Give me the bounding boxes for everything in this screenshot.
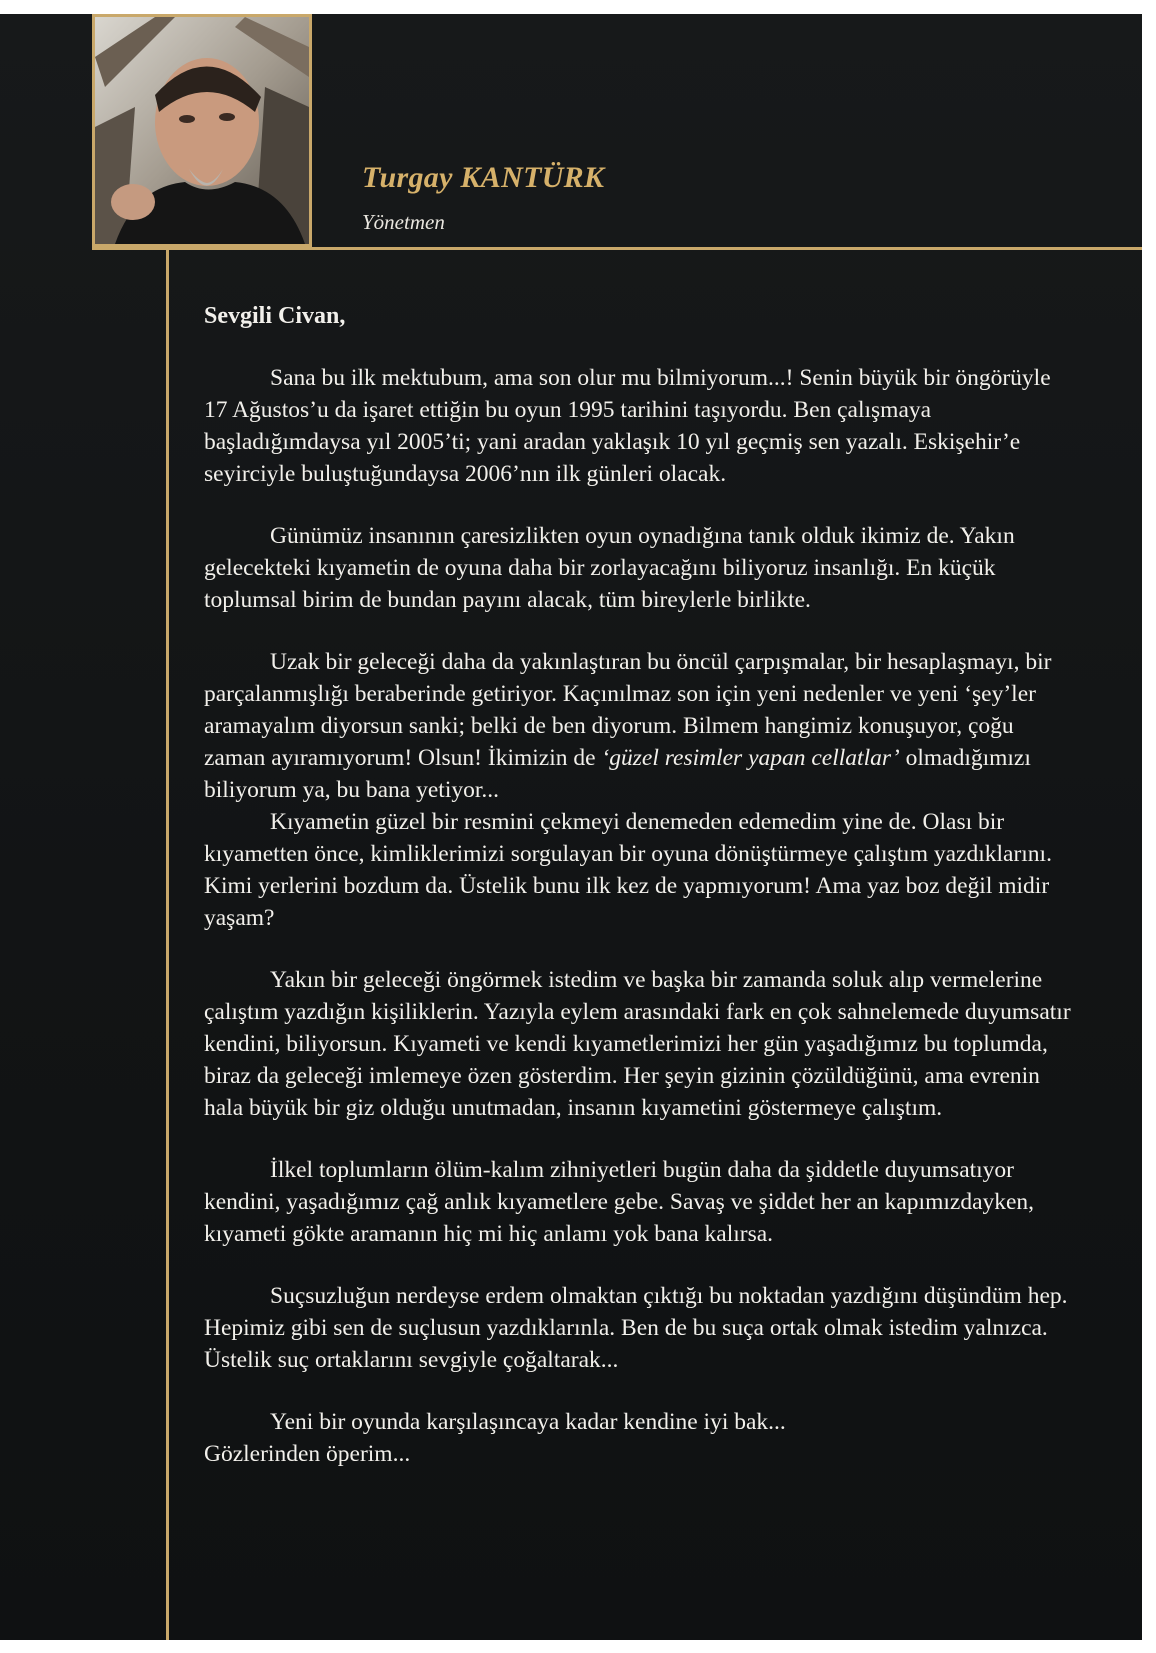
paragraph-6: İlkel toplumların ölüm-kalım zihniyetleri bugün daha da şiddetle duyumsatıyor kendini, yaşadığımız çağ anlık kıyametlere gebe. Savaş ve şiddet her an kapımızdayken, kıyameti gökte aramanın hiç mi hiç anlamı yok bana kalırsa.: [204, 1157, 1035, 1247]
paragraph-3-quote: ‘güzel resimler yapan cellatlar’: [601, 745, 900, 771]
paragraph-4: Kıyametin güzel bir resmini çekmeyi denemeden edemedim yine de. Olası bir kıyametten önce, kimliklerimizi sorgulayan bir oyuna dönüştürmeye çalıştım yazdıklarını. Kimi yerlerini bozdum da. Üstelik bunu ilk kez de yapmıyorum! Ama yaz boz değil midir yaşam?: [204, 809, 1052, 931]
letter-signoff: Gözlerinden öperim...: [204, 1441, 411, 1467]
portrait-image: [95, 17, 309, 244]
author-name: Turgay KANTÜRK: [362, 161, 605, 194]
paragraph-7: Suçsuzluğun nerdeyse erdem olmaktan çıktığı bu noktadan yazdığını düşündüm hep. Hepimiz gibi sen de suçlusun yazdıklarınla. Ben de bu suça ortak olmak istedim yalnızca. Üstelik suç ortaklarını sevgiyle çoğaltarak...: [204, 1283, 1068, 1373]
letter-closing: Yeni bir oyunda karşılaşıncaya kadar kendine iyi bak...: [270, 1409, 786, 1435]
paragraph-5: Yakın bir geleceği öngörmek istedim ve başka bir zamanda soluk alıp vermelerine çalıştım yazdığın kişiliklerin. Yazıyla eylem arasındaki fark en çok sahnelemede duyumsatır kendini, biliyorsun. Kıyameti ve kendi kıyametlerimizi her gün yaşadığımız bu toplumda, biraz da geleceği imlemeye özen gösterdim. Her şeyin gizinin çözüldüğünü, ama evrenin hala büyük bir giz olduğu unutmadan, insanın kıyametini göstermeye çalıştım.: [204, 967, 1071, 1121]
gold-vertical-rule: [166, 247, 169, 1640]
paragraph-3-end: olmadığımızı biliyorum ya, bu bana yetiyor...: [204, 745, 1031, 803]
author-photo: [92, 14, 312, 247]
gold-horizontal-rule: [92, 247, 1142, 250]
paragraph-1: Sana bu ilk mektubum, ama son olur mu bilmiyorum...! Senin büyük bir öngörüyle 17 Ağustos’u da işaret ettiğin bu oyun 1995 tarihini taşıyordu. Ben çalışmaya başladığımdaysa yıl 2005’ti; yani aradan yaklaşık 10 yıl geçmiş sen yazalı. Eskişehir’e seyirciyle buluştuğundaysa 2006’nın ilk günleri olacak.: [204, 365, 1051, 487]
letter-greeting: Sevgili Civan,: [204, 303, 346, 329]
author-role: Yönetmen: [362, 210, 445, 234]
paragraph-3: [204, 646, 1074, 806]
letter-body: [204, 300, 1074, 1470]
page: [0, 14, 1142, 1640]
paragraph-2: Günümüz insanının çaresizlikten oyun oynadığına tanık olduk ikimiz de. Yakın gelecekteki kıyametin de oyuna daha bir zorlayacağını biliyoruz insanlığı. En küçük toplumsal birim de bundan payını alacak, tüm bireylerle birlikte.: [204, 523, 1015, 613]
paragraph-3-text: Uzak bir geleceği daha da yakınlaştıran bu öncül çarpışmalar, bir hesaplaşmayı, bir parçalanmışlığı beraberinde getiriyor. Kaçınılmaz son için yeni nedenler ve yeni ‘şey’ler aramayalım diyorsun sanki; belki de ben diyorum. Bilmem hangimiz konuşuyor, çoğu zaman ayıramıyorum! Olsun! İkimizin de: [204, 649, 1052, 771]
